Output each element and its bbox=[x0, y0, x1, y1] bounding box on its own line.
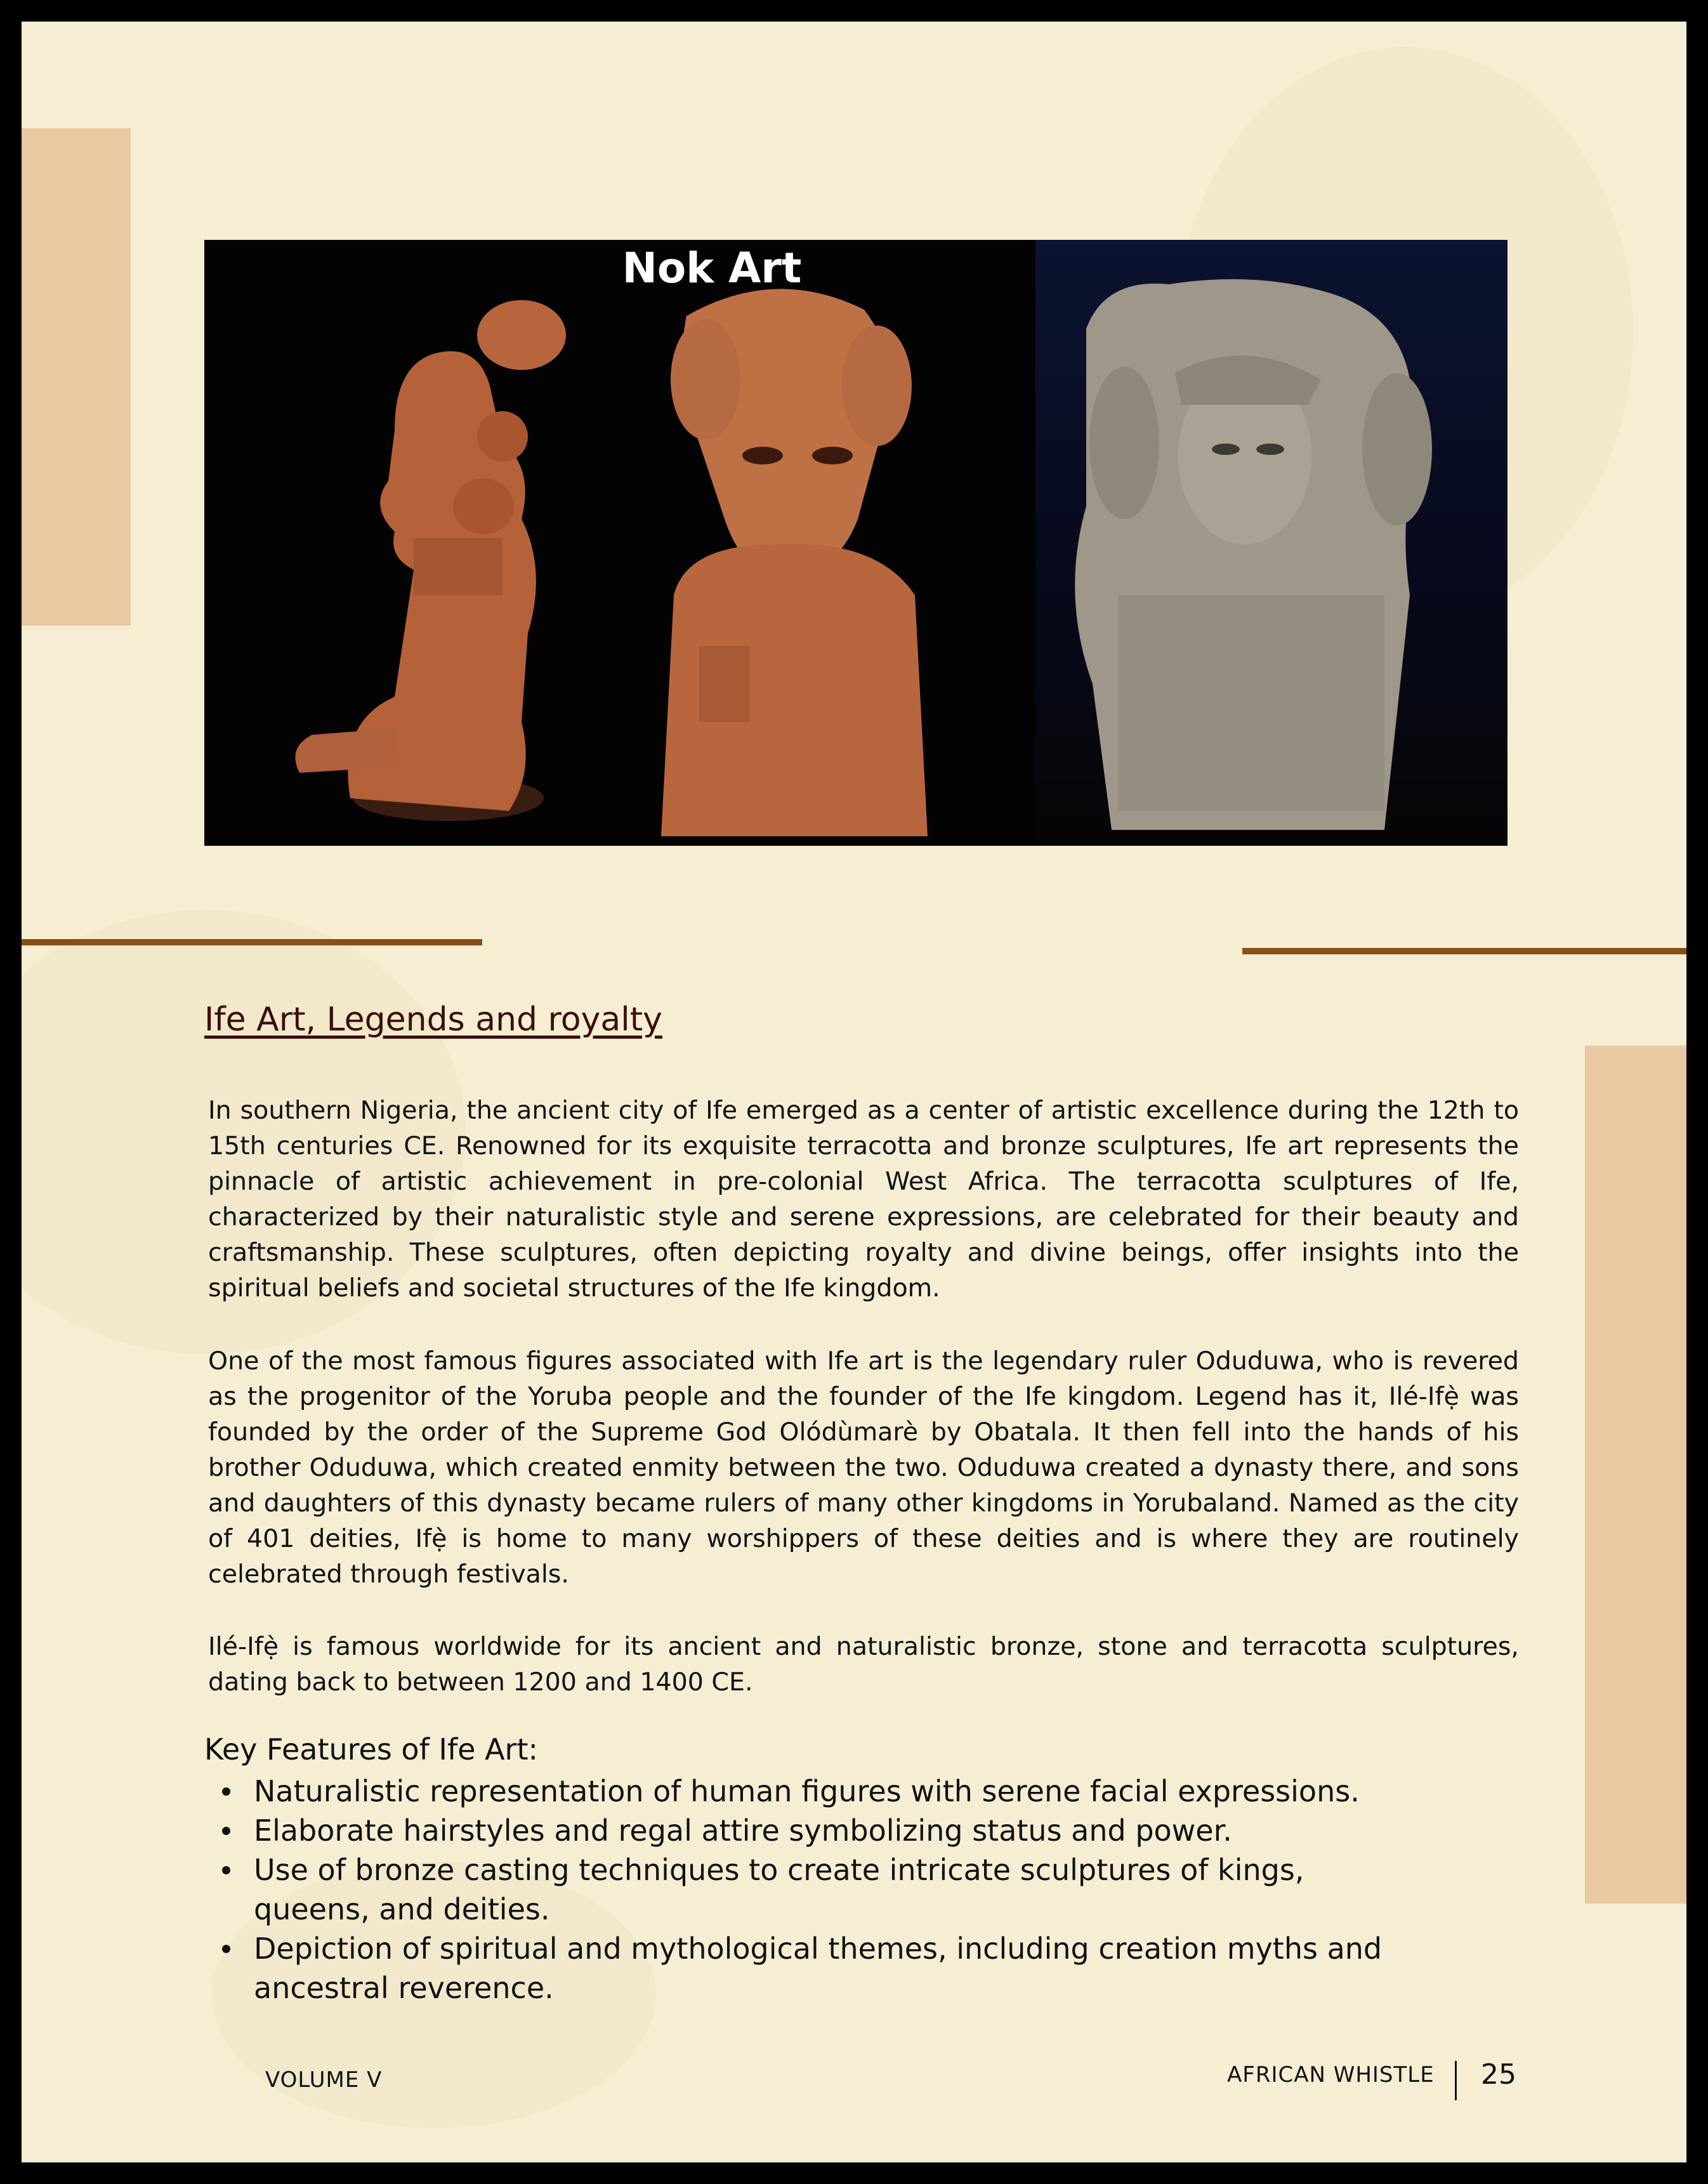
photo-title: Nok Art bbox=[622, 244, 802, 293]
features-list bbox=[254, 1772, 1396, 2008]
magazine-page bbox=[22, 22, 1686, 2162]
accent-block-left bbox=[22, 128, 131, 626]
paragraph-1: In southern Nigeria, the ancient city of Ife emerged as a center of artistic excellence during the 12th to 15th centuries CE. Renowned for its exquisite terracotta and bronze sculptures, Ife art represents the pinnacle of artistic achievement in pre-colonial West Africa. The terracotta sculptures of Ife, characterized by their naturalistic style and serene expressions, are celebrated for their beauty and craftsmanship. These sculptures, often depicting royalty and divine beings, offer insights into the spiritual beliefs and societal structures of the Ife kingdom. bbox=[208, 1096, 1519, 1303]
features-label: Key Features of Ife Art: bbox=[204, 1732, 538, 1766]
article-heading: Ife Art, Legends and royalty bbox=[204, 1001, 662, 1039]
nok-figure-bust bbox=[661, 289, 928, 836]
list-item: Naturalistic representation of human figures with serene facial expressions. bbox=[254, 1772, 1396, 1811]
sculpture-illustration bbox=[204, 240, 1508, 846]
list-item: Use of bronze casting techniques to create intricate sculptures of kings, queens, and deities. bbox=[254, 1850, 1396, 1929]
list-item: Depiction of spiritual and mythological themes, including creation myths and ancestral reverence. bbox=[254, 1929, 1396, 2008]
sculpture-photo bbox=[204, 240, 1508, 846]
nok-figure-profile bbox=[295, 300, 566, 821]
divider-left bbox=[22, 939, 482, 945]
paragraph-3: Ilé-Ifẹ̀ is famous worldwide for its ancient and naturalistic bronze, stone and terracotta sculptures, dating back to between 1200 and 1400 CE. bbox=[208, 1632, 1519, 1697]
paragraph-2: One of the most famous figures associated with Ife art is the legendary ruler Oduduwa, who is revered as the progenitor of the Yoruba people and the founder of the Ife kingdom. Legend has it, Ilé-Ifẹ̀ was founded by the order of the Supreme God Olódùmarè by Obatala. It then fell into the hands of his brother Oduduwa, which created enmity between the two. Oduduwa created a dynasty there, and sons and daughters of this dynasty became rulers of many other kingdoms in Yorubaland. Named as the city of 401 deities, Ifẹ̀ is home to many worshippers of these deities and is where they are routinely celebrated through festivals. bbox=[208, 1346, 1519, 1589]
footer-volume: VOLUME V bbox=[265, 2067, 383, 2093]
accent-block-right bbox=[1585, 1046, 1686, 1904]
divider-right bbox=[1242, 948, 1686, 954]
page-number: 25 bbox=[1481, 2058, 1516, 2091]
footer-publication: AFRICAN WHISTLE bbox=[1227, 2062, 1435, 2088]
ife-stone-sculpture bbox=[1075, 279, 1432, 830]
list-item: Elaborate hairstyles and regal attire symbolizing status and power. bbox=[254, 1811, 1396, 1850]
footer-separator bbox=[1455, 2061, 1457, 2100]
